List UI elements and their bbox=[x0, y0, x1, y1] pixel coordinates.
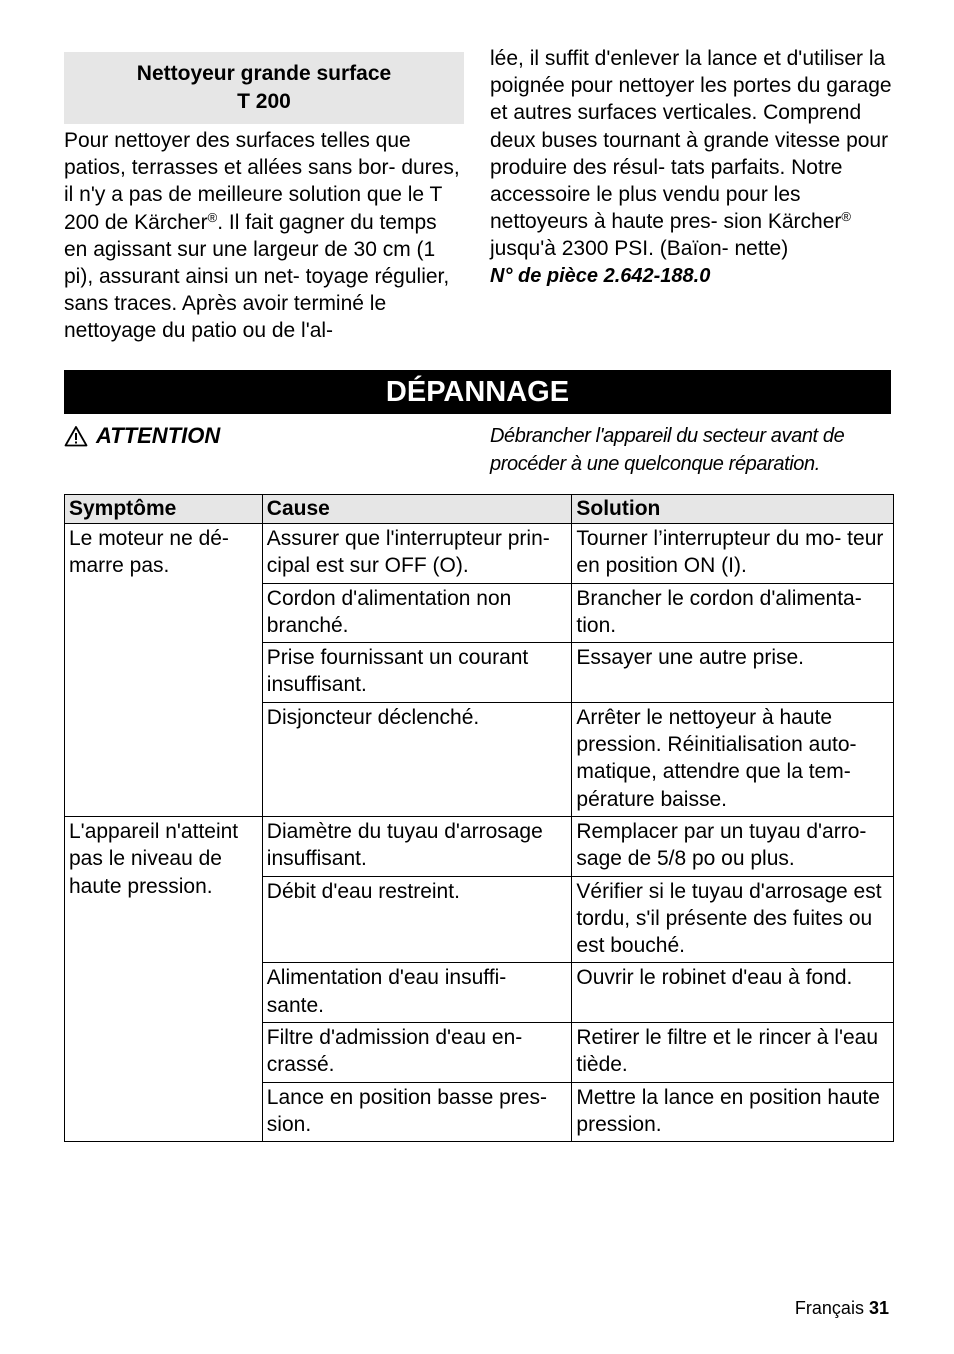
footer-language: Français bbox=[794, 1298, 864, 1318]
accessory-title-box bbox=[64, 52, 464, 124]
symptom-cell: L'appareil n'atteint pas le niveau de haute pression. bbox=[65, 816, 263, 1141]
attention-word: ATTENTION bbox=[96, 423, 221, 448]
cause-cell: Filtre d'admission d'eau en- crassé. bbox=[262, 1023, 572, 1083]
part-number: N° de pièce 2.642-188.0 bbox=[490, 264, 711, 287]
solution-cell: Arrêter le nettoyeur à haute pression. Réinitialisation auto- matique, attendre que la tem- pérature baisse. bbox=[572, 702, 894, 816]
header-symptom: Symptôme bbox=[65, 495, 263, 524]
solution-cell: Remplacer par un tuyau d'arro- sage de 5/8 po ou plus. bbox=[572, 816, 894, 876]
accessory-text-part4: jusqu'à 2300 PSI. (Baïon- nette) bbox=[490, 237, 789, 261]
solution-cell: Mettre la lance en position haute pression. bbox=[572, 1082, 894, 1142]
header-solution: Solution bbox=[572, 495, 894, 524]
table-row bbox=[65, 816, 894, 876]
registered-mark: ® bbox=[207, 209, 218, 225]
cause-cell: Prise fournissant un courant insuffisant. bbox=[262, 643, 572, 703]
troubleshooting-table bbox=[64, 494, 894, 1142]
accessory-text-part1: Pour nettoyer des surfaces telles que patios, terrasses et allées sans bor- dures, il n'y a pas de meilleure solution que le T 200 de Kärcher bbox=[64, 129, 460, 234]
solution-cell: Vérifier si le tuyau d'arrosage est tordu, s'il présente des fuites ou est bouché. bbox=[572, 876, 894, 963]
accessory-left-column bbox=[64, 52, 464, 345]
header-cause: Cause bbox=[262, 495, 572, 524]
cause-cell: Diamètre du tuyau d'arrosage insuffisant. bbox=[262, 816, 572, 876]
page-footer bbox=[795, 1296, 889, 1320]
attention-label bbox=[64, 421, 220, 451]
solution-cell: Brancher le cordon d'alimenta- tion. bbox=[572, 583, 894, 643]
accessory-text-part3: lée, il suffit d'enlever la lance et d'utiliser la poignée pour nettoyer les portes du garage et autres surfaces verticales. Comprend deux buses tournant à grande vitesse pour produire des résul- tats parfaits. Notre accessoire le plus vendu pour les nettoyeurs à haute pres- sion Kärcher bbox=[490, 47, 892, 234]
page-number: 31 bbox=[868, 1298, 889, 1318]
cause-cell: Assurer que l'interrupteur prin- cipal est sur OFF (O). bbox=[262, 524, 572, 584]
solution-cell: Ouvrir le robinet d'eau à fond. bbox=[572, 963, 894, 1023]
section-title-banner: DÉPANNAGE bbox=[64, 370, 891, 414]
cause-cell: Lance en position basse pres- sion. bbox=[262, 1082, 572, 1142]
table-row bbox=[65, 524, 894, 584]
accessory-description-right bbox=[490, 45, 894, 263]
accessory-title-line1: Nettoyeur grande surface bbox=[136, 62, 392, 85]
accessory-right-column bbox=[490, 45, 894, 290]
cause-cell: Alimentation d'eau insuffi- sante. bbox=[262, 963, 572, 1023]
accessory-text-part2: . Il fait gagner du temps en agissant sur une largeur de 30 cm (1 pi), assurant ainsi un net- toyage régulier, sans traces. Après avoir terminé le nettoyage du patio ou de l'al- bbox=[64, 210, 450, 343]
table-header-row bbox=[65, 495, 894, 524]
symptom-cell: Le moteur ne dé- marre pas. bbox=[65, 524, 263, 817]
accessory-title-line2: T 200 bbox=[237, 90, 291, 113]
cause-cell: Débit d'eau restreint. bbox=[262, 876, 572, 963]
cause-cell: Disjoncteur déclenché. bbox=[262, 702, 572, 816]
accessory-description-left bbox=[64, 127, 464, 345]
attention-text: Débrancher l'appareil du secteur avant de procéder à une quelconque réparation. bbox=[490, 425, 845, 475]
solution-cell: Tourner l’interrupteur du mo- teur en position ON (I). bbox=[572, 524, 894, 584]
solution-cell: Retirer le filtre et le rincer à l'eau tiède. bbox=[572, 1023, 894, 1083]
cause-cell: Cordon d'alimentation non branché. bbox=[262, 583, 572, 643]
solution-cell: Essayer une autre prise. bbox=[572, 643, 894, 703]
registered-mark-2: ® bbox=[841, 209, 851, 225]
warning-triangle-icon bbox=[64, 425, 88, 447]
